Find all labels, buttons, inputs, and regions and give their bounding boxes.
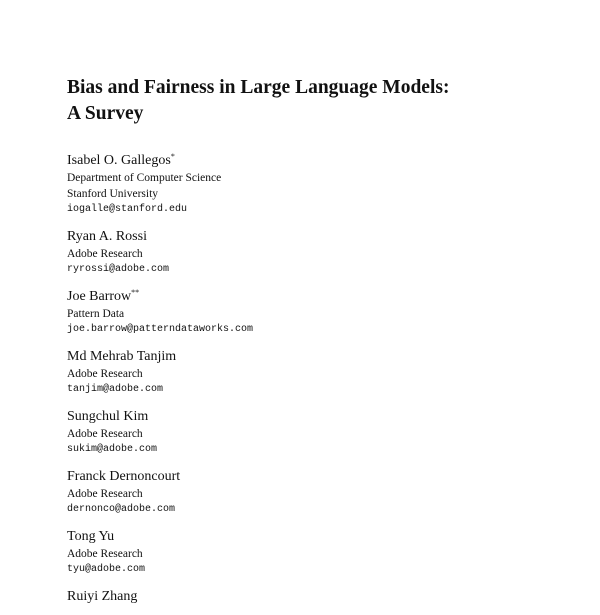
author-email: tyu@adobe.com xyxy=(67,564,146,575)
author-name-text: Joe Barrow xyxy=(67,289,132,304)
author-affiliation: Adobe Research xyxy=(67,248,143,260)
author-name xyxy=(67,407,567,426)
author-block xyxy=(67,467,567,518)
author-block xyxy=(67,347,567,398)
footnote-mark: * xyxy=(170,152,175,161)
author-email: joe.barrow@patterndataworks.com xyxy=(67,324,254,335)
title-line-2: A Survey xyxy=(67,103,144,124)
author-block xyxy=(67,587,567,606)
author-block xyxy=(67,527,567,578)
paper-title xyxy=(67,75,567,127)
author-list xyxy=(67,151,567,615)
author-block xyxy=(67,407,567,458)
author-affiliation: Adobe Research xyxy=(67,368,143,380)
author-email: dernonco@adobe.com xyxy=(67,504,176,515)
author-affiliation: Stanford University xyxy=(67,188,159,200)
author-name-text: Ryan A. Rossi xyxy=(67,229,147,244)
author-name-text: Ruiyi Zhang xyxy=(67,589,138,604)
author-block xyxy=(67,151,567,218)
author-name-text: Isabel O. Gallegos xyxy=(67,153,171,168)
author-name xyxy=(67,467,567,486)
author-name-text: Sungchul Kim xyxy=(67,409,149,424)
author-name xyxy=(67,587,567,606)
author-affiliation: Pattern Data xyxy=(67,308,125,320)
author-name xyxy=(67,287,567,306)
author-email: tanjim@adobe.com xyxy=(67,384,164,395)
author-name-text: Franck Dernoncourt xyxy=(67,469,181,484)
author-name xyxy=(67,227,567,246)
title-line-1: Bias and Fairness in Large Language Models: xyxy=(67,77,450,98)
author-name xyxy=(67,527,567,546)
author-affiliation: Department of Computer Science xyxy=(67,172,222,184)
author-email: ryrossi@adobe.com xyxy=(67,264,170,275)
author-email: sukim@adobe.com xyxy=(67,444,158,455)
author-name xyxy=(67,347,567,366)
author-affiliation: Adobe Research xyxy=(67,548,143,560)
author-name-text: Md Mehrab Tanjim xyxy=(67,349,177,364)
footnote-mark: ** xyxy=(131,288,140,297)
author-block xyxy=(67,287,567,338)
author-affiliation: Adobe Research xyxy=(67,488,143,500)
author-email: iogalle@stanford.edu xyxy=(67,204,188,215)
author-name-text: Tong Yu xyxy=(67,529,115,544)
author-block xyxy=(67,227,567,278)
author-name xyxy=(67,151,567,170)
author-affiliation: Adobe Research xyxy=(67,428,143,440)
